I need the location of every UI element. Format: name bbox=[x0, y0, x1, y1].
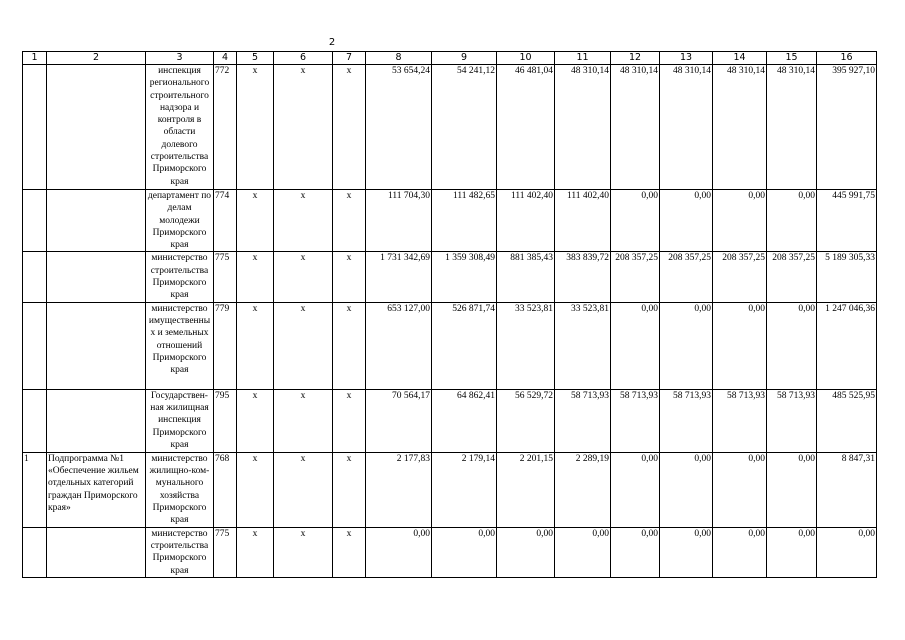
amount-cell: 2 201,15 bbox=[497, 452, 555, 527]
agency-cell: Государствен-ная жилищная инспекция Приморского края bbox=[146, 389, 214, 452]
x-cell: х bbox=[333, 527, 366, 577]
column-header: 5 bbox=[237, 52, 274, 65]
amount-cell: 46 481,04 bbox=[497, 65, 555, 190]
code-cell: 772 bbox=[214, 65, 237, 190]
table-row bbox=[23, 190, 877, 252]
amount-cell: 653 127,00 bbox=[366, 302, 432, 389]
amount-cell: 383 839,72 bbox=[555, 252, 611, 302]
amount-cell: 208 357,25 bbox=[611, 252, 660, 302]
code-cell: 774 bbox=[214, 190, 237, 252]
program-name-cell bbox=[47, 65, 146, 190]
amount-cell: 0,00 bbox=[660, 302, 713, 389]
amount-cell: 64 862,41 bbox=[432, 389, 497, 452]
amount-cell: 58 713,93 bbox=[555, 389, 611, 452]
x-cell: х bbox=[237, 302, 274, 389]
table-row bbox=[23, 527, 877, 577]
program-name-cell: Подпрограмма №1 «Обеспечение жильем отдельных категорий граждан Приморского края» bbox=[47, 452, 146, 527]
amount-cell: 111 482,65 bbox=[432, 190, 497, 252]
x-cell: х bbox=[333, 252, 366, 302]
x-cell: х bbox=[274, 302, 333, 389]
code-cell: 775 bbox=[214, 527, 237, 577]
amount-cell: 2 179,14 bbox=[432, 452, 497, 527]
x-cell: х bbox=[237, 452, 274, 527]
total-cell: 1 247 046,36 bbox=[817, 302, 877, 389]
amount-cell: 48 310,14 bbox=[767, 65, 817, 190]
total-cell: 445 991,75 bbox=[817, 190, 877, 252]
total-cell: 5 189 305,33 bbox=[817, 252, 877, 302]
code-cell: 779 bbox=[214, 302, 237, 389]
column-header: 10 bbox=[497, 52, 555, 65]
amount-cell: 48 310,14 bbox=[660, 65, 713, 190]
amount-cell: 526 871,74 bbox=[432, 302, 497, 389]
amount-cell: 0,00 bbox=[660, 190, 713, 252]
amount-cell: 56 529,72 bbox=[497, 389, 555, 452]
amount-cell: 2 289,19 bbox=[555, 452, 611, 527]
amount-cell: 0,00 bbox=[767, 527, 817, 577]
column-header: 4 bbox=[214, 52, 237, 65]
amount-cell: 111 704,30 bbox=[366, 190, 432, 252]
x-cell: х bbox=[237, 252, 274, 302]
amount-cell: 0,00 bbox=[611, 527, 660, 577]
table-row bbox=[23, 302, 877, 389]
agency-cell: департамент по делам молодежи Приморского края bbox=[146, 190, 214, 252]
amount-cell: 1 731 342,69 bbox=[366, 252, 432, 302]
amount-cell: 53 654,24 bbox=[366, 65, 432, 190]
column-header: 15 bbox=[767, 52, 817, 65]
budget-table bbox=[22, 51, 877, 578]
x-cell: х bbox=[274, 389, 333, 452]
amount-cell: 58 713,93 bbox=[713, 389, 767, 452]
column-header: 7 bbox=[333, 52, 366, 65]
agency-cell: министерство строительства Приморского края bbox=[146, 527, 214, 577]
agency-cell: министерство жилищно-ком-мунального хозяйства Приморского края bbox=[146, 452, 214, 527]
column-header: 8 bbox=[366, 52, 432, 65]
table-row bbox=[23, 452, 877, 527]
amount-cell: 0,00 bbox=[366, 527, 432, 577]
program-name-cell bbox=[47, 252, 146, 302]
amount-cell: 70 564,17 bbox=[366, 389, 432, 452]
amount-cell: 58 713,93 bbox=[767, 389, 817, 452]
amount-cell: 0,00 bbox=[611, 302, 660, 389]
row-number-cell: 1 bbox=[23, 452, 47, 527]
amount-cell: 208 357,25 bbox=[767, 252, 817, 302]
amount-cell: 2 177,83 bbox=[366, 452, 432, 527]
total-cell: 485 525,95 bbox=[817, 389, 877, 452]
code-cell: 775 bbox=[214, 252, 237, 302]
x-cell: х bbox=[333, 65, 366, 190]
amount-cell: 0,00 bbox=[767, 452, 817, 527]
row-number-cell bbox=[23, 252, 47, 302]
table-body bbox=[23, 65, 877, 578]
code-cell: 768 bbox=[214, 452, 237, 527]
code-cell: 795 bbox=[214, 389, 237, 452]
amount-cell: 0,00 bbox=[713, 527, 767, 577]
amount-cell: 48 310,14 bbox=[611, 65, 660, 190]
amount-cell: 33 523,81 bbox=[497, 302, 555, 389]
amount-cell: 0,00 bbox=[611, 190, 660, 252]
header-row bbox=[23, 52, 877, 65]
program-name-cell bbox=[47, 302, 146, 389]
x-cell: х bbox=[333, 190, 366, 252]
amount-cell: 111 402,40 bbox=[555, 190, 611, 252]
row-number-cell bbox=[23, 389, 47, 452]
column-header: 2 bbox=[47, 52, 146, 65]
x-cell: х bbox=[237, 190, 274, 252]
column-header: 12 bbox=[611, 52, 660, 65]
x-cell: х bbox=[274, 452, 333, 527]
amount-cell: 208 357,25 bbox=[713, 252, 767, 302]
page-number: 2 bbox=[328, 37, 336, 48]
agency-cell: министерство строительства Приморского края bbox=[146, 252, 214, 302]
program-name-cell bbox=[47, 190, 146, 252]
column-header: 9 bbox=[432, 52, 497, 65]
amount-cell: 1 359 308,49 bbox=[432, 252, 497, 302]
agency-cell: министерство имущественных и земельных отношений Приморского края bbox=[146, 302, 214, 389]
amount-cell: 0,00 bbox=[767, 190, 817, 252]
column-header: 14 bbox=[713, 52, 767, 65]
total-cell: 8 847,31 bbox=[817, 452, 877, 527]
amount-cell: 48 310,14 bbox=[713, 65, 767, 190]
x-cell: х bbox=[274, 190, 333, 252]
amount-cell: 58 713,93 bbox=[660, 389, 713, 452]
amount-cell: 881 385,43 bbox=[497, 252, 555, 302]
row-number-cell bbox=[23, 302, 47, 389]
x-cell: х bbox=[274, 252, 333, 302]
table-row bbox=[23, 65, 877, 190]
row-number-cell bbox=[23, 190, 47, 252]
x-cell: х bbox=[237, 527, 274, 577]
amount-cell: 0,00 bbox=[432, 527, 497, 577]
amount-cell: 0,00 bbox=[497, 527, 555, 577]
amount-cell: 0,00 bbox=[660, 452, 713, 527]
program-name-cell bbox=[47, 389, 146, 452]
table-row bbox=[23, 252, 877, 302]
x-cell: х bbox=[333, 452, 366, 527]
table-header bbox=[23, 52, 877, 65]
x-cell: х bbox=[237, 65, 274, 190]
column-header: 16 bbox=[817, 52, 877, 65]
amount-cell: 208 357,25 bbox=[660, 252, 713, 302]
x-cell: х bbox=[274, 65, 333, 190]
amount-cell: 58 713,93 bbox=[611, 389, 660, 452]
row-number-cell bbox=[23, 527, 47, 577]
amount-cell: 33 523,81 bbox=[555, 302, 611, 389]
total-cell: 0,00 bbox=[817, 527, 877, 577]
amount-cell: 0,00 bbox=[660, 527, 713, 577]
column-header: 1 bbox=[23, 52, 47, 65]
amount-cell: 0,00 bbox=[555, 527, 611, 577]
column-header: 3 bbox=[146, 52, 214, 65]
amount-cell: 0,00 bbox=[713, 302, 767, 389]
amount-cell: 111 402,40 bbox=[497, 190, 555, 252]
row-number-cell bbox=[23, 65, 47, 190]
amount-cell: 0,00 bbox=[611, 452, 660, 527]
amount-cell: 0,00 bbox=[713, 190, 767, 252]
amount-cell: 48 310,14 bbox=[555, 65, 611, 190]
x-cell: х bbox=[333, 302, 366, 389]
x-cell: х bbox=[274, 527, 333, 577]
column-header: 11 bbox=[555, 52, 611, 65]
amount-cell: 54 241,12 bbox=[432, 65, 497, 190]
amount-cell: 0,00 bbox=[767, 302, 817, 389]
x-cell: х bbox=[333, 389, 366, 452]
program-name-cell bbox=[47, 527, 146, 577]
column-header: 13 bbox=[660, 52, 713, 65]
table-row bbox=[23, 389, 877, 452]
agency-cell: инспекция регионального строительного надзора и контроля в области долевого строительства Приморского края bbox=[146, 65, 214, 190]
column-header: 6 bbox=[274, 52, 333, 65]
amount-cell: 0,00 bbox=[713, 452, 767, 527]
total-cell: 395 927,10 bbox=[817, 65, 877, 190]
x-cell: х bbox=[237, 389, 274, 452]
